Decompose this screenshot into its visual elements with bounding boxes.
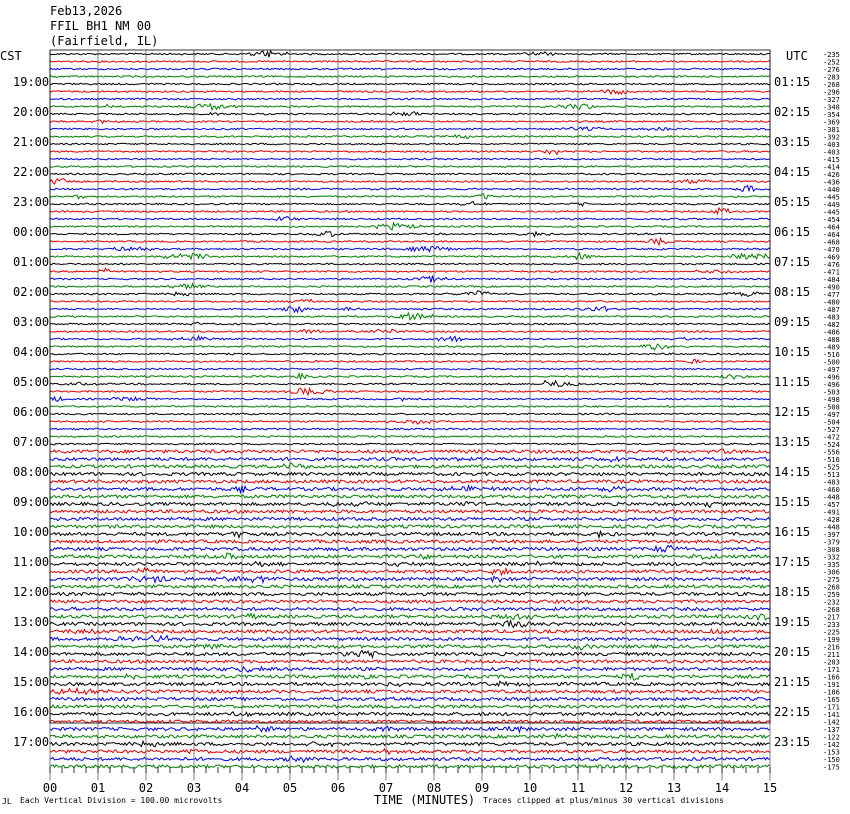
left-hour-label: 09:00 [13, 495, 50, 509]
trace-offset-label: -472 [823, 433, 840, 442]
trace-offset-label: -379 [823, 538, 840, 547]
trace-line [50, 381, 770, 387]
trace-offset-label: -448 [823, 493, 840, 502]
x-tick-label: 07 [378, 781, 394, 795]
trace-line [50, 368, 770, 370]
trace-offset-label: -489 [823, 343, 840, 352]
seismic-traces [50, 51, 770, 769]
trace-line [50, 374, 770, 379]
x-tick-label: 00 [42, 781, 58, 795]
trace-offset-label: -527 [823, 426, 840, 434]
trace-offset-label: -454 [823, 216, 840, 224]
trace-line [50, 576, 770, 582]
x-tick-label: 09 [474, 781, 490, 795]
trace-line [50, 150, 770, 154]
trace-line [50, 457, 770, 462]
trace-offset-label: -327 [823, 96, 840, 104]
trace-line [50, 329, 770, 333]
trace-line [50, 585, 770, 588]
trace-offset-label: -436 [823, 178, 840, 187]
right-hour-label: 06:15 [774, 225, 811, 239]
trace-offset-label: -137 [823, 726, 840, 734]
trace-offset-label: -445 [823, 193, 840, 202]
trace-line [50, 223, 770, 230]
trace-line [50, 238, 770, 245]
left-hour-label: 21:00 [13, 135, 50, 149]
left-hour-label: 11:00 [13, 555, 50, 569]
trace-offset-label: -470 [823, 246, 840, 254]
trace-line [50, 629, 770, 634]
trace-offset-label: -175 [823, 763, 840, 772]
trace-offset-label: -471 [823, 268, 840, 277]
trace-line [50, 436, 770, 438]
trace-line [50, 688, 770, 694]
trace-line [50, 112, 770, 116]
trace-line [50, 644, 770, 650]
x-tick-label: 01 [90, 781, 106, 795]
trace-offset-label: -516 [823, 456, 840, 464]
trace-line [50, 284, 770, 289]
trace-offset-label: -524 [823, 441, 840, 449]
right-hour-label: 19:15 [774, 615, 811, 629]
trace-line [50, 502, 770, 508]
trace-line [50, 449, 770, 454]
right-hour-label: 01:15 [774, 75, 811, 89]
trace-line [50, 697, 770, 700]
trace-line [50, 592, 770, 595]
trace-offset-label: -235 [823, 51, 840, 59]
trace-line [50, 98, 770, 100]
right-hour-label: 12:15 [774, 405, 811, 419]
trace-line [50, 726, 770, 732]
header-station: FFIL BH1 NM 00 [50, 19, 152, 33]
left-hour-label: 01:00 [13, 255, 50, 269]
trace-line [50, 741, 770, 747]
trace-line [50, 705, 770, 708]
trace-line [50, 472, 770, 475]
trace-offset-label: -449 [823, 201, 840, 209]
trace-line [50, 166, 770, 168]
right-hour-label: 08:15 [774, 285, 811, 299]
trace-line [50, 540, 770, 543]
trace-line [50, 179, 770, 185]
trace-line [50, 51, 770, 58]
trace-offset-label: -233 [823, 621, 840, 629]
right-hour-label: 14:15 [774, 465, 811, 479]
trace-offset-label: -217 [823, 613, 840, 622]
trace-offset-label: -488 [823, 336, 840, 344]
trace-line [50, 486, 770, 493]
trace-offset-label: -232 [823, 598, 840, 607]
trace-offset-label: -486 [823, 328, 840, 337]
left-hour-label: 14:00 [13, 645, 50, 659]
trace-offset-label: -122 [823, 733, 840, 742]
trace-offset-label: -464 [823, 231, 840, 239]
trace-offset-label: -268 [823, 606, 840, 614]
trace-offset-label: -283 [823, 73, 840, 82]
left-hour-label: 19:00 [13, 75, 50, 89]
right-hour-label: 21:15 [774, 675, 811, 689]
trace-offset-label: -484 [823, 276, 840, 284]
trace-offset-label: -448 [823, 523, 840, 532]
right-hour-label: 03:15 [774, 135, 811, 149]
right-hour-label: 04:15 [774, 165, 811, 179]
trace-offset-label: -259 [823, 591, 840, 599]
trace-line [50, 600, 770, 603]
trace-line [50, 517, 770, 520]
right-hour-label: 13:15 [774, 435, 811, 449]
trace-offset-label: -186 [823, 688, 840, 697]
left-hour-label: 16:00 [13, 705, 50, 719]
left-hour-label: 10:00 [13, 525, 50, 539]
clip-note: Traces clipped at plus/minus 30 vertical divisions [483, 796, 724, 805]
right-hour-label: 23:15 [774, 735, 811, 749]
trace-offset-label: -503 [823, 388, 840, 397]
right-hour-label: 05:15 [774, 195, 811, 209]
trace-line [50, 712, 770, 717]
left-hour-label: 15:00 [13, 675, 50, 689]
trace-offset-label: -191 [823, 681, 840, 689]
trace-offset-label: -381 [823, 126, 840, 134]
trace-offset-label: -445 [823, 208, 840, 217]
trace-offset-label: -276 [823, 66, 840, 74]
x-tick-label: 02 [138, 781, 154, 795]
trace-line [50, 186, 770, 192]
trace-line [50, 561, 770, 566]
corner-mark: JL [2, 797, 12, 806]
trace-line [50, 463, 770, 469]
trace-offset-label: -508 [823, 403, 840, 412]
trace-offset-label: -525 [823, 463, 840, 472]
left-hour-label: 02:00 [13, 285, 50, 299]
trace-line [50, 359, 770, 363]
trace-offset-label: -211 [823, 651, 840, 659]
trace-offset-label: -150 [823, 756, 840, 764]
header-location: (Fairfield, IL) [50, 34, 159, 48]
right-hour-label: 07:15 [774, 255, 811, 269]
left-hour-label: 13:00 [13, 615, 50, 629]
left-hour-label: 03:00 [13, 315, 50, 329]
trace-offset-label: -403 [823, 141, 840, 149]
x-tick-label: 14 [714, 781, 730, 795]
right-hour-label: 22:15 [774, 705, 811, 719]
x-tick-label: 06 [330, 781, 346, 795]
trace-line [50, 299, 770, 302]
trace-offset-label: -348 [823, 103, 840, 112]
x-tick-label: 04 [234, 781, 250, 795]
left-hour-label: 04:00 [13, 345, 50, 359]
trace-line [50, 306, 770, 312]
trace-line [50, 525, 770, 528]
trace-line [50, 413, 770, 415]
trace-offset-label: -332 [823, 553, 840, 562]
trace-offset-label: -225 [823, 628, 840, 637]
trace-line [50, 607, 770, 611]
right-axis-label: UTC [786, 49, 808, 63]
right-hour-label: 17:15 [774, 555, 811, 569]
trace-line [50, 397, 770, 402]
trace-line [50, 201, 770, 206]
trace-line [50, 253, 770, 259]
trace-line [50, 388, 770, 395]
left-hour-label: 07:00 [13, 435, 50, 449]
trace-line [50, 568, 770, 575]
trace-line [50, 268, 770, 273]
trace-offset-label: -369 [823, 118, 840, 127]
trace-line [50, 68, 770, 70]
trace-line [50, 61, 770, 63]
trace-line [50, 613, 770, 620]
right-hour-label: 18:15 [774, 585, 811, 599]
x-tick-label: 12 [618, 781, 634, 795]
trace-offset-label: -426 [823, 171, 840, 179]
trace-line [50, 660, 770, 663]
trace-offset-label: -477 [823, 291, 840, 299]
trace-line [50, 621, 770, 628]
left-hour-label: 20:00 [13, 105, 50, 119]
x-tick-label: 08 [426, 781, 442, 795]
trace-line [50, 83, 770, 85]
trace-offset-label: -171 [823, 666, 840, 674]
trace-line [50, 246, 770, 251]
left-hour-label: 06:00 [13, 405, 50, 419]
trace-line [50, 546, 770, 552]
trace-line [50, 217, 770, 221]
x-tick-label: 11 [570, 781, 586, 795]
x-tick-label: 10 [522, 781, 538, 795]
trace-offset-label: -268 [823, 583, 840, 592]
trace-line [50, 681, 770, 686]
right-hour-label: 10:15 [774, 345, 811, 359]
trace-offset-label: -497 [823, 366, 840, 374]
trace-offset-label: -392 [823, 133, 840, 142]
trace-offset-label: -440 [823, 186, 840, 194]
trace-offset-label: -482 [823, 321, 840, 329]
trace-offset-label: -403 [823, 148, 840, 157]
trace-line [50, 104, 770, 110]
trace-offset-label: -513 [823, 471, 840, 479]
trace-offset-label: -483 [823, 478, 840, 487]
trace-offset-label: -414 [823, 163, 840, 172]
scale-note: Each Vertical Division = 100.00 microvolts [20, 796, 223, 805]
trace-line [50, 143, 770, 145]
trace-line [50, 673, 770, 680]
x-tick-label: 13 [666, 781, 682, 795]
left-hour-label: 05:00 [13, 375, 50, 389]
trace-line [50, 263, 770, 265]
trace-offset-label: -335 [823, 561, 840, 569]
trace-offset-label: -491 [823, 508, 840, 517]
x-axis-title: TIME (MINUTES) [374, 793, 476, 807]
trace-offset-label: -500 [823, 358, 840, 367]
right-hour-label: 15:15 [774, 495, 811, 509]
trace-offset-label: -216 [823, 643, 840, 652]
trace-line [50, 651, 770, 658]
trace-line [50, 406, 770, 408]
trace-offset-label: -476 [823, 261, 840, 269]
trace-line [50, 667, 770, 673]
trace-offset-label: -504 [823, 418, 840, 427]
trace-line [50, 158, 770, 160]
trace-offset-label: -457 [823, 501, 840, 509]
trace-line [50, 231, 770, 236]
trace-offset-label: -203 [823, 658, 840, 667]
x-tick-label: 03 [186, 781, 202, 795]
trace-offset-label: -490 [823, 283, 840, 292]
trace-line [50, 749, 770, 755]
trace-offset-label: -498 [823, 396, 840, 404]
trace-line [50, 553, 770, 559]
trace-line [50, 322, 770, 325]
left-axis-label: CST [0, 49, 22, 63]
trace-offset-label: -496 [823, 381, 840, 389]
trace-line [50, 443, 770, 445]
left-hour-label: 12:00 [13, 585, 50, 599]
trace-offset-label: -516 [823, 351, 840, 359]
trace-offset-label: -141 [823, 711, 840, 719]
trace-offset-label: -397 [823, 531, 840, 539]
trace-line [50, 276, 770, 283]
right-hour-label: 11:15 [774, 375, 811, 389]
trace-line [50, 90, 770, 95]
x-tick-label: 15 [762, 781, 778, 795]
trace-offset-label: -428 [823, 516, 840, 524]
left-hour-label: 17:00 [13, 735, 50, 749]
trace-line [50, 76, 770, 78]
trace-offset-label: -308 [823, 546, 840, 554]
trace-line [50, 173, 770, 175]
trace-offset-label: -165 [823, 696, 840, 704]
trace-offset-label: -415 [823, 156, 840, 164]
trace-offset-label: -497 [823, 411, 840, 419]
trace-offset-label: -354 [823, 111, 840, 119]
trace-line [50, 291, 770, 297]
trace-line [50, 127, 770, 131]
trace-line [50, 313, 770, 320]
header-date: Feb13,2026 [50, 4, 123, 18]
trace-offset-label: -468 [823, 238, 840, 247]
trace-line [50, 756, 770, 762]
trace-line [50, 510, 770, 513]
trace-offset-label: -496 [823, 373, 840, 382]
trace-offset-label: -469 [823, 253, 840, 262]
left-hour-label: 22:00 [13, 165, 50, 179]
trace-line [50, 135, 770, 138]
trace-offset-label: -252 [823, 58, 840, 67]
left-hour-label: 23:00 [13, 195, 50, 209]
trace-offset-label: -171 [823, 703, 840, 712]
right-hour-label: 16:15 [774, 525, 811, 539]
trace-offset-label: -556 [823, 448, 840, 457]
x-tick-label: 05 [282, 781, 298, 795]
trace-offset-label: -296 [823, 88, 840, 97]
left-hour-label: 00:00 [13, 225, 50, 239]
left-hour-label: 08:00 [13, 465, 50, 479]
trace-offset-label: -275 [823, 576, 840, 584]
trace-line [50, 480, 770, 483]
trace-offset-label: -306 [823, 568, 840, 577]
trace-line [50, 428, 770, 430]
right-hour-label: 20:15 [774, 645, 811, 659]
trace-offset-label: -199 [823, 636, 840, 644]
trace-offset-label: -142 [823, 718, 840, 727]
trace-offset-label: -464 [823, 223, 840, 232]
trace-line [50, 344, 770, 350]
trace-line [50, 194, 770, 199]
trace-line [50, 336, 770, 341]
trace-line [50, 531, 770, 537]
right-hour-label: 09:15 [774, 315, 811, 329]
trace-line [50, 420, 770, 424]
trace-line [50, 734, 770, 739]
trace-line [50, 353, 770, 355]
trace-line [50, 208, 770, 214]
trace-offset-label: -166 [823, 673, 840, 682]
trace-offset-label: -268 [823, 81, 840, 89]
trace-offset-label: -142 [823, 741, 840, 749]
trace-offset-label: -483 [823, 313, 840, 322]
right-hour-label: 02:15 [774, 105, 811, 119]
trace-line [50, 495, 770, 498]
trace-offset-label: -153 [823, 748, 840, 757]
trace-offset-label: -480 [823, 298, 840, 307]
trace-line [50, 636, 770, 642]
trace-offset-label: -487 [823, 306, 840, 314]
trace-line [50, 120, 770, 124]
trace-offset-label: -460 [823, 486, 840, 494]
